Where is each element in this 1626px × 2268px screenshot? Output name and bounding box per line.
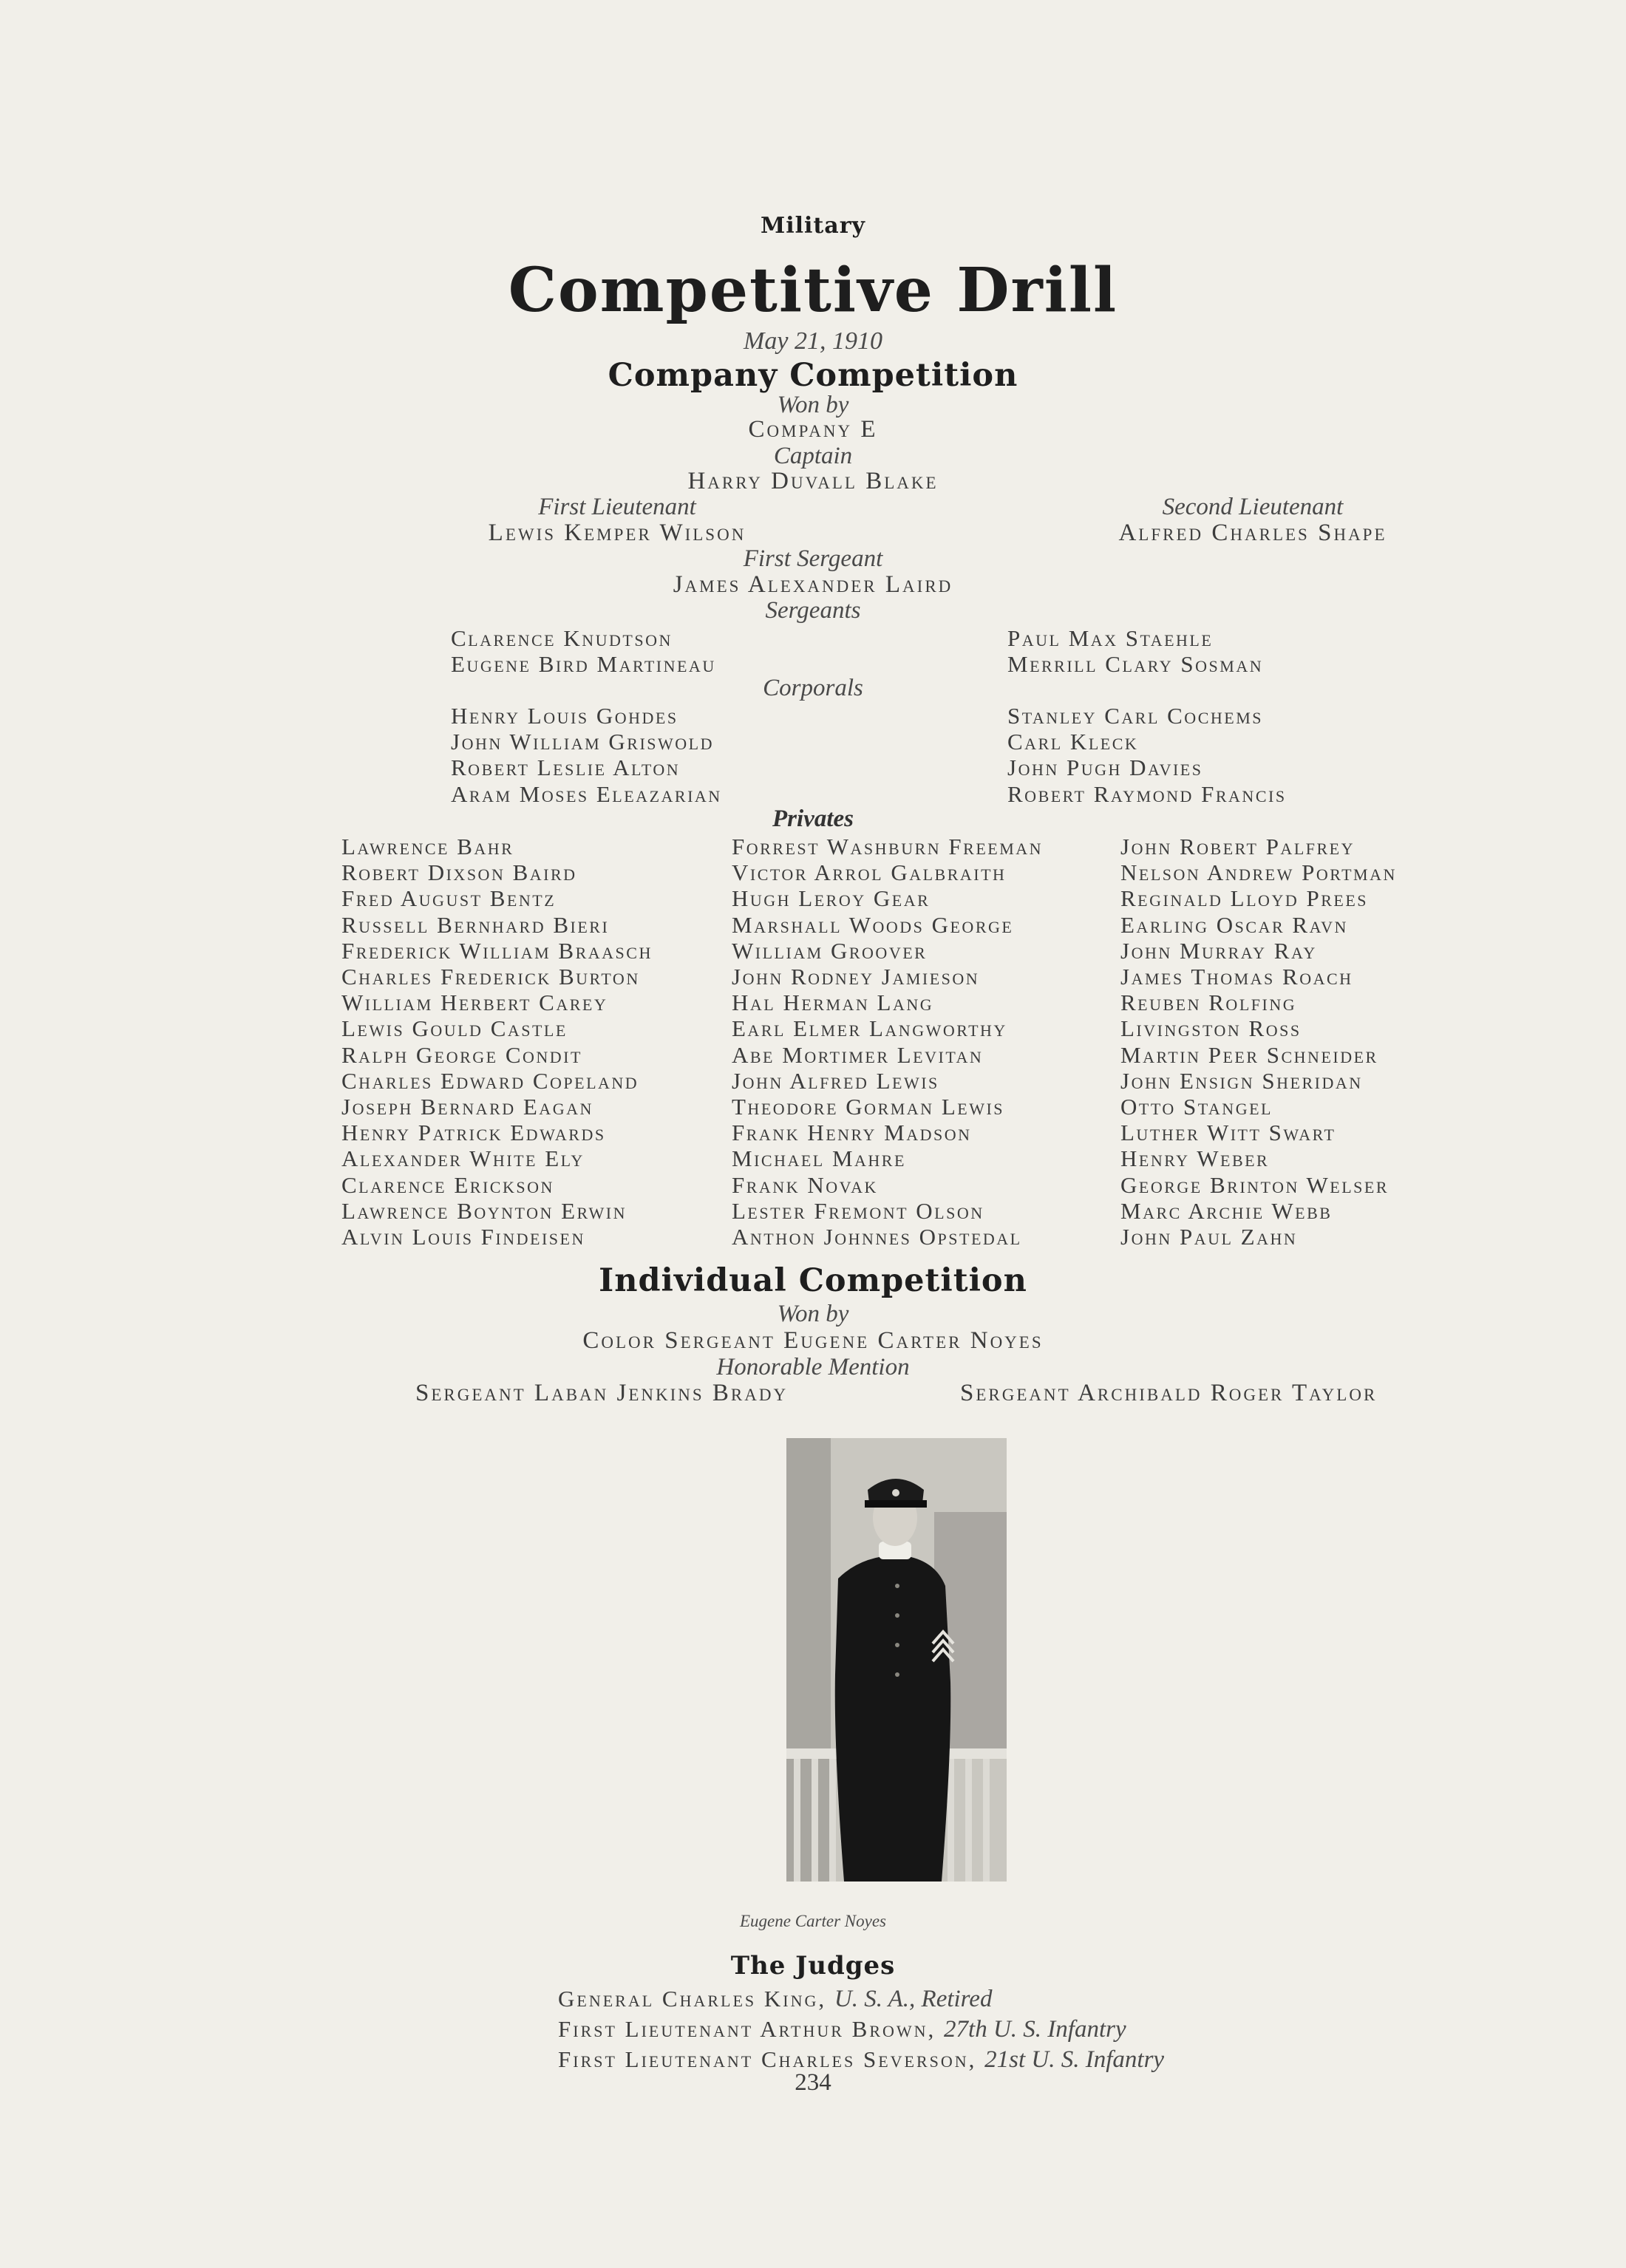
list-item: Reginald Lloyd Prees (1120, 885, 1368, 912)
list-item: Clarence Knudtson (451, 625, 673, 651)
corporals-right (1007, 703, 1287, 807)
list-item: Robert Raymond Francis (1007, 780, 1287, 807)
portrait-photo (786, 1438, 1007, 1882)
list-item: Henry Patrick Edwards (341, 1120, 606, 1146)
list-item: Frank Henry Madson (732, 1120, 972, 1146)
privates-col-1 (341, 834, 653, 1250)
company-winner: Company E (748, 416, 878, 443)
second-lt-name: Alfred Charles Shape (1118, 520, 1387, 546)
sergeants-right (1007, 625, 1263, 677)
judge-name: General Charles King, (558, 1986, 834, 2012)
list-item: Eugene Bird Martineau (451, 651, 716, 678)
first-sgt-label: First Sergeant (743, 545, 883, 572)
list-item: William Herbert Carey (341, 990, 608, 1016)
list-item: Martin Peer Schneider (1120, 1041, 1378, 1068)
list-item: Aram Moses Eleazarian (451, 780, 722, 807)
list-item: John Paul Zahn (1120, 1224, 1298, 1250)
judges-heading: The Judges (730, 1951, 896, 1981)
individual-heading: Individual Competition (599, 1262, 1027, 1299)
list-item: John Ensign Sheridan (1120, 1067, 1363, 1094)
list-item: John Pugh Davies (1007, 755, 1203, 781)
list-item: Robert Dixson Baird (341, 859, 577, 886)
company-won-by-label: Won by (777, 392, 849, 418)
list-item: Marshall Woods George (732, 911, 1014, 938)
list-item: Lester Fremont Olson (732, 1197, 984, 1224)
honorable-label: Honorable Mention (716, 1354, 910, 1380)
list-item: Lawrence Boynton Erwin (341, 1197, 627, 1224)
judge-name: First Lieutenant Charles Severson, (558, 2046, 985, 2072)
company-heading: Company Competition (608, 357, 1018, 394)
page-number: 234 (795, 2069, 831, 2096)
sergeants-left (451, 625, 716, 677)
first-lt-name: Lewis Kemper Wilson (488, 520, 746, 546)
second-lt-label: Second Lieutenant (1162, 494, 1344, 520)
first-lt-label: First Lieutenant (538, 494, 696, 520)
list-item: John Robert Palfrey (1120, 834, 1355, 859)
list-item: Joseph Bernard Eagan (341, 1094, 593, 1120)
list-item: Michael Mahre (732, 1145, 906, 1172)
list-item: Clarence Erickson (341, 1171, 554, 1198)
corporals-left (451, 703, 722, 807)
list-item: Victor Arrol Galbraith (732, 859, 1007, 886)
list-item: Forrest Washburn Freeman (732, 834, 1044, 859)
list-item: Nelson Andrew Portman (1120, 859, 1397, 886)
corporals-label: Corporals (763, 675, 863, 701)
list-item: Earl Elmer Langworthy (732, 1015, 1007, 1042)
sergeants-label: Sergeants (765, 597, 861, 624)
list-item: John William Griswold (451, 729, 715, 755)
list-item: Lawrence Bahr (341, 834, 514, 859)
individual-winner: Color Sergeant Eugene Carter Noyes (582, 1327, 1044, 1354)
privates-label: Privates (772, 806, 854, 832)
list-item: Russell Bernhard Bieri (341, 911, 610, 938)
list-item: Hal Herman Lang (732, 990, 934, 1016)
list-item: George Brinton Welser (1120, 1171, 1389, 1198)
captain-label: Captain (773, 443, 853, 469)
list-item: John Murray Ray (1120, 937, 1317, 964)
section-title: Military (761, 213, 865, 239)
list-item: Marc Archie Webb (1120, 1197, 1333, 1224)
list-item: Reuben Rolfing (1120, 990, 1297, 1016)
list-item: John Alfred Lewis (732, 1067, 939, 1094)
list-item: Stanley Carl Cochems (1007, 703, 1263, 729)
list-item: Alexander White Ely (341, 1145, 585, 1172)
list-item: Livingston Ross (1120, 1015, 1302, 1042)
list-item: Earling Oscar Ravn (1120, 911, 1348, 938)
privates-col-3 (1120, 834, 1397, 1250)
list-item: Henry Louis Gohdes (451, 703, 678, 729)
judge-name: First Lieutenant Arthur Brown, (558, 2016, 945, 2042)
captain-name: Harry Duvall Blake (687, 468, 939, 494)
individual-won-by-label: Won by (777, 1301, 849, 1327)
drill-date: May 21, 1910 (744, 327, 882, 355)
list-item: Otto Stangel (1120, 1094, 1273, 1120)
judge-rank: 21st U. S. Infantry (984, 2046, 1165, 2073)
portrait-illustration (786, 1438, 1007, 1882)
list-item: Charles Frederick Burton (341, 964, 640, 990)
privates-col-2 (732, 834, 1043, 1250)
list-item: Anthon Johnnes Opstedal (732, 1224, 1022, 1250)
list-item: Robert Leslie Alton (451, 755, 681, 781)
list-item: Frederick William Braasch (341, 937, 653, 964)
honorable-left: Sergeant Laban Jenkins Brady (415, 1380, 789, 1406)
list-item: William Groover (732, 937, 928, 964)
page-title: Competitive Drill (508, 255, 1118, 326)
list-item: James Thomas Roach (1120, 964, 1353, 990)
list-item: John Rodney Jamieson (732, 964, 980, 990)
list-item: Frank Novak (732, 1171, 878, 1198)
list-item: Henry Weber (1120, 1145, 1270, 1172)
honorable-right: Sergeant Archibald Roger Taylor (960, 1380, 1378, 1406)
list-item: Hugh Leroy Gear (732, 885, 931, 912)
list-item: Luther Witt Swart (1120, 1120, 1336, 1146)
list-item: Theodore Gorman Lewis (732, 1094, 1005, 1120)
list-item: Charles Edward Copeland (341, 1067, 639, 1094)
list-item: Fred August Bentz (341, 885, 557, 912)
judge-row (558, 2016, 1164, 2046)
list-item: Paul Max Staehle (1007, 625, 1214, 651)
list-item: Carl Kleck (1007, 729, 1139, 755)
judge-rank: 27th U. S. Infantry (944, 2016, 1126, 2043)
list-item: Merrill Clary Sosman (1007, 651, 1264, 678)
list-item: Ralph George Condit (341, 1041, 582, 1068)
first-sgt-name: James Alexander Laird (673, 571, 953, 598)
photo-caption: Eugene Carter Noyes (739, 1912, 886, 1930)
list-item: Alvin Louis Findeisen (341, 1224, 585, 1250)
judge-row (558, 1986, 1164, 2016)
list-item: Abe Mortimer Levitan (732, 1041, 984, 1068)
list-item: Lewis Gould Castle (341, 1015, 568, 1042)
judges-list (558, 1986, 1164, 2077)
judge-rank: U. S. A., Retired (834, 1986, 993, 2012)
